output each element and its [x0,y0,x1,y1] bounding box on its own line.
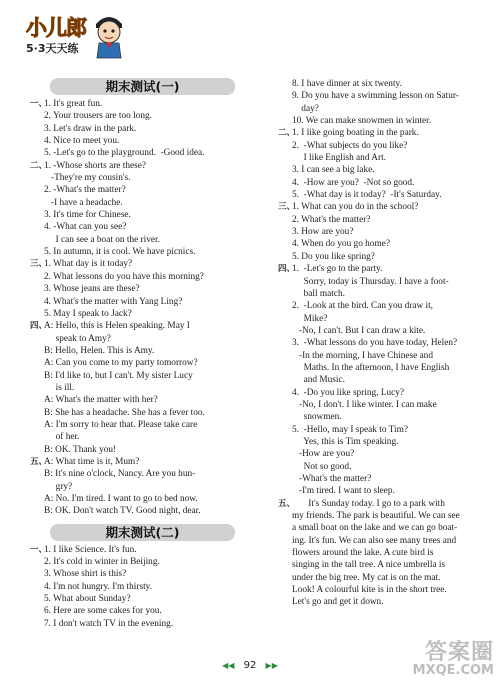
answer-line [278,78,492,90]
answer-line [278,596,492,608]
answer-text: -What's the matter? [292,474,372,484]
answer-line [278,510,492,522]
answer-line [30,456,255,468]
answer-text: 1. I like Science. It's fun. [44,544,137,555]
answer-line [30,160,255,172]
answer-text: -No, I don't. I like winter. I can make [292,399,437,410]
answer-line [30,345,255,357]
answer-line [278,127,492,139]
answer-text: Not so good. [292,461,352,472]
answer-text: day? [292,103,319,114]
answer-text: 9. Do you have a swimming lesson on Satur- [292,91,459,102]
answer-line [278,251,492,263]
answer-text: is ill. [44,382,75,393]
answer-line [278,584,492,596]
answer-line [30,320,255,332]
answer-text: 4. Nice to meet you. [44,136,120,147]
answer-line [278,115,492,127]
answer-line [30,431,255,443]
answer-line [30,444,255,456]
answer-text: 4. -How are you? -Not so good. [292,177,415,188]
answer-text: snowmen. [292,412,342,423]
answer-text: -They're my cousin's. [44,173,131,184]
answer-line [278,263,492,275]
answer-text: 3. Whose jeans are these? [44,284,140,295]
answer-line [30,593,255,605]
answer-text: Maths. In the afternoon, I have English [292,362,450,373]
answer-line [30,98,255,110]
answer-line [278,189,492,201]
answer-text: -In the morning, I have Chinese and [292,350,433,361]
answer-line [278,522,492,534]
answer-text: 2. Your trousers are too long. [44,111,152,122]
answer-text: Mike? [292,313,328,324]
answer-line [30,184,255,196]
next-page-icon: ▶▶ [265,661,278,670]
left-column [30,76,255,630]
answer-text: A: What time is it, Mum? [44,456,140,467]
answer-text: 3. Whose shirt is this? [44,569,127,580]
answer-line [278,399,492,411]
answer-text: A: What's the matter with her? [44,395,158,406]
answer-line [30,110,255,122]
answer-line [30,333,255,345]
answer-text: 3. How are you? [292,227,354,238]
answer-text: 5. In autumn, it is cool. We have picnics. [44,247,196,258]
answer-text: 5. Do you like spring? [292,251,375,262]
answer-line [30,407,255,419]
answer-line [278,90,492,102]
answer-text: 1. What day is it today? [44,259,133,270]
answer-text: 1. -Let's go to the party. [292,264,383,275]
answer-line [30,419,255,431]
answer-text: 4. -What can you see? [44,222,127,233]
answer-text: A: No. I'm tired. I want to go to bed now. [44,494,198,504]
answer-line [278,572,492,584]
answer-line [278,288,492,300]
answer-text: B: OK. Don't watch TV. Good night, dear. [44,506,201,517]
answer-line [30,135,255,147]
answer-line [30,544,255,556]
answer-line [278,337,492,349]
answer-line [30,283,255,295]
answer-text: 2. -What subjects do you like? [292,140,408,151]
answer-line [30,221,255,233]
answer-text: B: She has a headache. She has a fever too. [44,407,205,418]
answer-line [30,258,255,270]
answer-text: 4. -Do you like spring, Lucy? [292,387,405,398]
answer-text: ball match. [292,288,345,299]
watermark [413,642,494,678]
answer-text: -No, I can't. But I can draw a kite. [292,325,426,336]
section-2-header [30,522,255,544]
answer-line [278,177,492,189]
answer-text: 5. -What day is it today? -It's Saturday. [292,190,442,201]
question-section-label: 二、 [278,128,296,139]
watermark-bottom: MXQE.COM [412,663,494,678]
answer-line [278,424,492,436]
section-2-title: 期末测试(二) [50,524,235,541]
answer-line [278,473,492,485]
answer-text: I can see a boat on the river. [44,234,160,245]
prev-page-icon: ◀◀ [222,661,235,670]
answer-text: -I have a headache. [44,197,123,208]
answer-line [278,226,492,238]
answer-text: 4. I'm not hungry. I'm thirsty. [44,581,153,592]
answer-line [30,382,255,394]
answer-line [30,197,255,209]
answer-text: 2. What lessons do you have this morning? [44,271,204,282]
question-section-label: 三、 [30,259,48,270]
answer-line [278,374,492,386]
answer-text: 5. May I speak to Jack? [44,308,132,319]
section-2-answers-continued [278,78,492,609]
answer-line [278,411,492,423]
answer-line [278,498,492,510]
answer-line [278,201,492,213]
answer-line [278,152,492,164]
answer-text: I like English and Art. [292,153,386,164]
page-number: 92 [243,660,257,671]
answer-line [30,209,255,221]
answer-line [278,448,492,460]
answer-text: A: I'm sorry to hear that. Please take care [44,419,198,430]
answer-text: B: I'd like to, but I can't. My sister Lucy [44,370,193,381]
answer-text: 4. What's the matter with Yang Ling? [44,296,183,307]
answer-text: 2. -Look at the bird. Can you draw it, [292,301,433,312]
answer-line [30,568,255,580]
answer-text: -How are you? [292,449,355,460]
answer-line [30,246,255,258]
brand-title: 小儿郎 [26,16,86,40]
answer-text: B: Hello, Helen. This is Amy. [44,345,155,356]
section-2-answers [30,544,255,630]
answer-text: Let's go and get it down. [292,597,384,608]
answer-line [278,214,492,226]
answer-text: ing. It's fun. We can also see many trees and [292,535,457,546]
mascot-icon [90,10,128,60]
answer-text: under the big tree. My cat is on the mat. [292,572,441,583]
answer-text: 10. We can make snowmen in winter. [292,116,432,127]
answer-line [30,605,255,617]
answer-line [30,234,255,246]
answer-text: 1. -Whose shorts are these? [44,160,146,171]
answer-line [30,468,255,480]
answer-line [30,271,255,283]
answer-line [278,362,492,374]
answer-line [278,164,492,176]
answer-text: Look! A colourful kite is in the short tree. [292,585,447,596]
answer-text: a small boat on the lake and we can go boat- [292,523,458,534]
answer-text: 2. What's the matter? [292,214,371,225]
question-section-label: 一、 [30,544,48,555]
answer-line [278,547,492,559]
section-1-answers [30,98,255,518]
answer-text: Yes, this is Tim speaking. [292,436,399,447]
question-section-label: 五、 [278,498,296,509]
answer-line [30,370,255,382]
answer-line [278,276,492,288]
answer-text: 1. It's great fun. [44,99,103,109]
answer-text: 1. What can you do in the school? [292,202,419,213]
question-section-label: 五、 [30,456,48,467]
answer-text: 1. I like going boating in the park. [292,128,419,139]
answer-text: B: It's nine o'clock, Nancy. Are you hun- [44,469,196,480]
answer-text: and Music. [292,375,345,386]
answer-text: my friends. The park is beautiful. We can see [292,511,460,522]
answer-text: singing in the tall tree. A nice umbrella is [292,560,446,571]
answer-line [30,556,255,568]
answer-line [278,387,492,399]
answer-text: -I'm tired. I want to sleep. [292,486,395,497]
answer-line [30,618,255,630]
section-1-title: 期末测试(一) [50,78,235,95]
brand-logo [18,8,128,66]
answer-text: 2. It's cold in winter in Beijing. [44,557,160,568]
answer-text: 3. -What lessons do you have today, Helen? [292,338,458,349]
answer-line [30,505,255,517]
answer-line [278,461,492,473]
answer-line [278,103,492,115]
answer-line [278,436,492,448]
question-section-label: 四、 [278,264,296,275]
question-section-label: 二、 [30,160,48,171]
answer-text: 8. I have dinner at six twenty. [292,79,402,89]
answer-text: speak to Amy? [44,333,111,344]
answer-line [278,300,492,312]
answer-text: 5. -Hello, may I speak to Tim? [292,424,408,435]
question-section-label: 三、 [278,202,296,213]
answer-line [30,394,255,406]
answer-text: 4. When do you go home? [292,239,390,250]
answer-line [30,481,255,493]
answer-line [278,238,492,250]
answer-text: 3. I can see a big lake. [292,165,375,176]
question-section-label: 四、 [30,321,48,332]
answer-line [30,357,255,369]
answer-text: 2. -What's the matter? [44,185,126,196]
answer-text: B: OK. Thank you! [44,444,117,455]
answer-text: 5. What about Sunday? [44,594,131,605]
answer-text: 5. -Let's go to the playground. -Good idea. [44,148,205,159]
answer-text: A: Can you come to my party tomorrow? [44,358,198,369]
watermark-top: 答案圈 [424,640,494,665]
answer-text: 3. It's time for Chinese. [44,210,131,221]
answer-line [30,172,255,184]
answer-text: 6. Here are some cakes for you. [44,606,162,617]
right-column [278,78,492,609]
answer-text: 3. Let's draw in the park. [44,123,137,134]
brand-subtitle: 5·3天天练 [26,42,79,55]
answer-text: of her. [44,432,80,443]
answer-text: A: Hello, this is Helen speaking. May I [44,321,190,332]
answer-line [278,535,492,547]
question-section-label: 一、 [30,99,48,109]
answer-text: gry? [44,481,73,492]
answer-line [30,493,255,505]
answer-text: It's Sunday today. I go to a park with [292,498,445,509]
section-1-header [30,76,255,98]
answer-line [278,325,492,337]
answer-line [30,147,255,159]
answer-line [278,313,492,325]
answer-text: Sorry, today is Thursday. I have a foot- [292,276,449,287]
answer-line [278,140,492,152]
answer-line [30,123,255,135]
answer-line [278,485,492,497]
answer-line [30,581,255,593]
answer-text: 7. I don't watch TV in the evening. [44,618,174,629]
answer-line [278,559,492,571]
answer-line [278,350,492,362]
answer-line [30,308,255,320]
answer-line [30,296,255,308]
answer-text: flowers around the lake. A cute bird is [292,548,434,559]
